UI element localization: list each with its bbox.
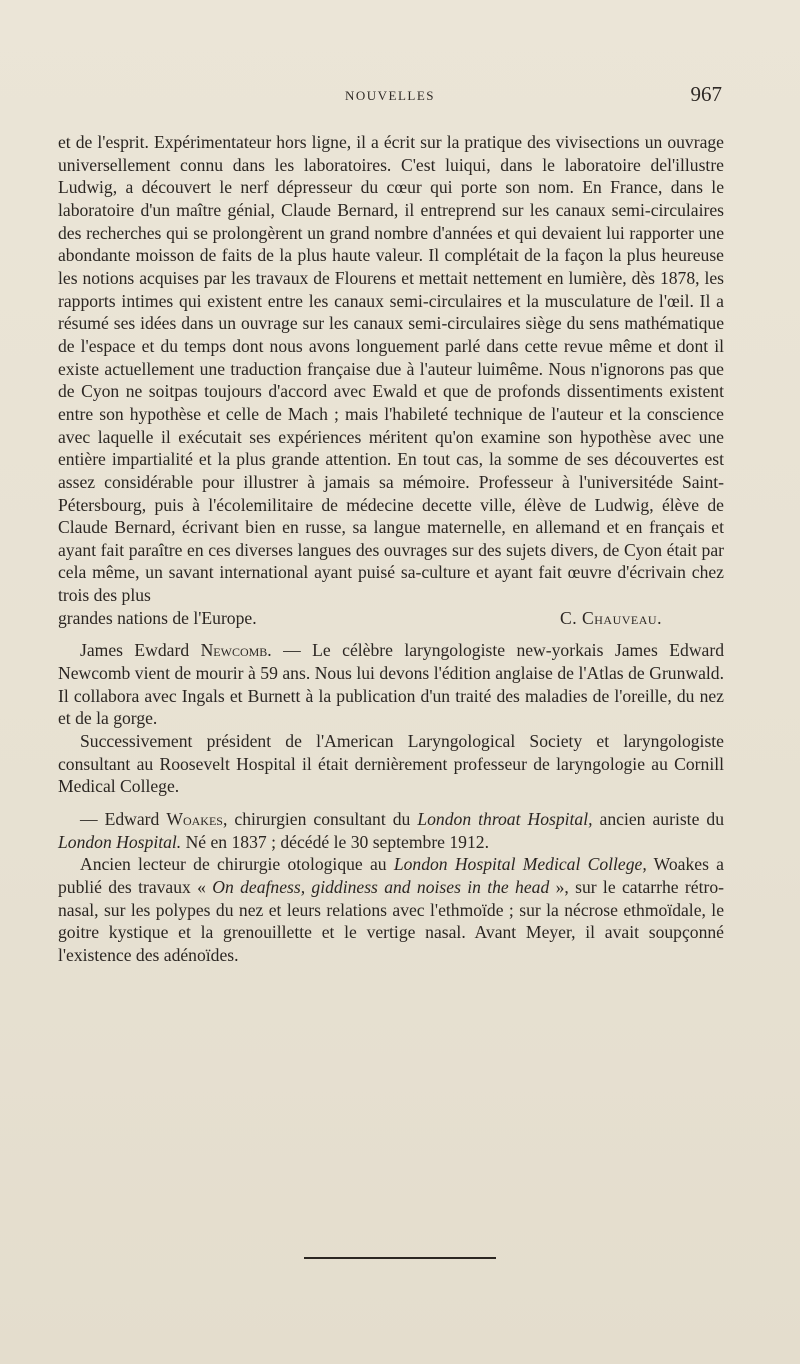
woakes-dash-name: — Edward	[80, 809, 167, 830]
chauveau-paragraph: et de l'esprit. Expérimentateur hors ligne, il a écrit sur la pratique des vivisections un ouvrage universellement connu dans les laboratoires. C'est luiqui, dans le laboratoire del'illustre Ludwig, a découvert le nerf dépresseur du cœur qui porte son nom. En France, dans le laboratoire d'un maître génial, Claude Bernard, il entreprend sur les canaux semi-circulaires des recherches qui se prolongèrent un grand nombre d'années et qui devaient lui rapporter une abondante moisson de faits de la plus haute valeur. Il complétait de la façon la plus heureuse les notions acquises par les travaux de Flourens et mettait nettement en lumière, dès 1878, les rapports intimes qui existent entre les canaux semi-circulaires et la musculature de l'œil. Il a résumé ses idées dans un ouvrage sur les canaux semi-circulaires siège du sens mathématique de l'espace et du temps dont nous avons longuement parlé dans cette revue même et dont il existe actuellement une traduction française due à l'auteur luimême. Nous n'ignorons pas que de Cyon ne soitpas toujours d'accord avec Ewald et que de profonds dissentiments existent entre son hypothèse et celle de Mach ; mais l'habileté technique de l'auteur et la conscience avec laquelle il exécutait ses expériences méritent qu'on examine son hypothèse avec une entière impartialité et la plus grande attention. En tout cas, la somme de ses découvertes est assez considérable pour illustrer à jamais sa mémoire. Professeur à l'universitéde Saint-Pétersbourg, puis à l'écolemilitaire de médecine decette ville, élève de Ludwig, élève de Claude Bernard, écrivant bien en russe, sa langue maternelle, en allemand et en français et ayant fait paraître en ces diverses langues des ouvrages sur des sujets divers, de Cyon était par cela même, un savant international ayant puisé sa-culture et ayant fait œuvre d'écrivain chez trois des plus	[58, 132, 724, 606]
woakes-text-a: , chirurgien consultant du	[222, 809, 418, 830]
woakes-surname: Woakes	[166, 809, 223, 830]
article-body	[58, 131, 724, 967]
newcomb-paragraph-2: Successivement président de l'American Laryngological Society et laryngologiste consultant au Roosevelt Hospital il était dernièrement professeur de laryngologie au Cornill Medical College.	[58, 731, 724, 797]
page-header	[58, 82, 722, 112]
newcomb-paragraph	[58, 639, 724, 730]
woakes-work-title: On deafness, giddiness and noises in the head	[212, 877, 550, 897]
paragraph-last-line: grandes nations de l'Europe.	[58, 607, 257, 628]
author-signature: C. Chauveau.	[560, 607, 662, 628]
running-head: NOUVELLES	[344, 88, 436, 103]
page-number: 967	[690, 82, 722, 106]
woakes-text-b: ancien auriste du	[592, 809, 724, 830]
woakes-hospital-1: London throat Hospital,	[417, 809, 593, 830]
newcomb-surname: Newcomb	[200, 640, 268, 661]
woakes-p2-text-b: Woakes a publié des travaux «	[58, 854, 724, 897]
woakes-paragraph	[58, 808, 724, 853]
woakes-hospital-2: London Hospital.	[58, 831, 182, 852]
signature-line	[58, 607, 724, 630]
newcomb-first-name: James Ewdard	[80, 640, 201, 661]
woakes-college: London Hospital Medical College,	[393, 854, 647, 875]
woakes-p2-text-a: Ancien lecteur de chirurgie otologique au	[80, 854, 394, 875]
woakes-paragraph-2	[58, 853, 724, 966]
newcomb-text: . — Le célèbre laryngologiste new-yorkais James Edward Newcomb vient de mourir à 59 ans. Nous lui devons l'édition anglaise de l'Atlas de Grunwald. Il collabora avec Ingals et Burnett à la publication d'un traité des maladies de l'oreille, du nez et de la gorge.	[58, 640, 724, 729]
woakes-text-c: Né en 1837 ; décédé le 30 septembre 1912.	[181, 831, 489, 852]
end-rule	[304, 1257, 496, 1259]
woakes-p2-text-c: », sur le catarrhe rétro-nasal, sur les polypes du nez et leurs relations avec l'ethmoïde ; sur la nécrose ethmoïdale, le goitre kystique et la grenouillette et le vertige nasal. Avant Meyer, il avait soupçonné l'existence des adénoïdes.	[58, 877, 724, 965]
